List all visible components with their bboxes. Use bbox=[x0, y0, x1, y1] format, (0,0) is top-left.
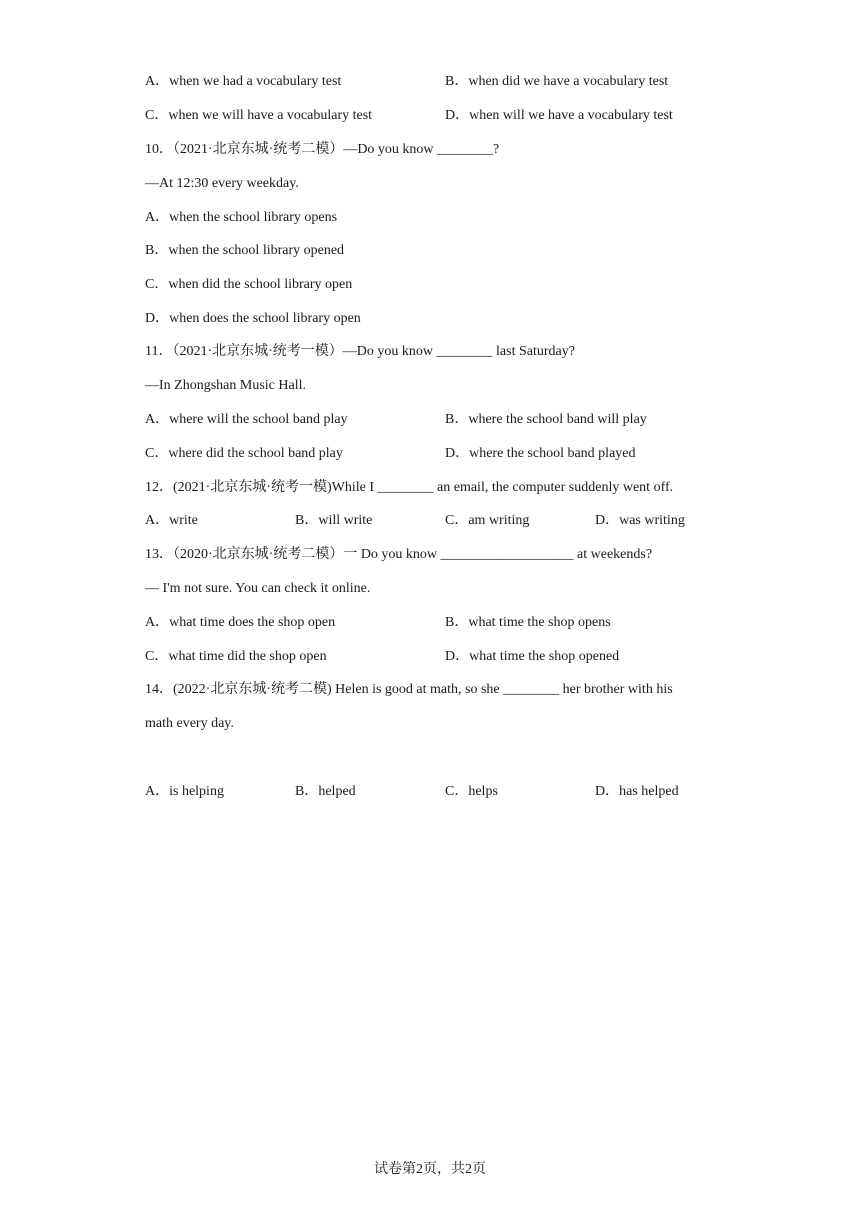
q10-answer-line: —At 12:30 every weekday. bbox=[145, 176, 299, 191]
q9-option-c: C．when we will have a vocabulary test bbox=[145, 108, 373, 123]
q11-option-d: D．where the school band played bbox=[445, 446, 636, 461]
q13-option-d: D．what time the shop opened bbox=[445, 649, 620, 664]
q10-option-d: D．when does the school library open bbox=[145, 311, 361, 326]
q14-option-a: A．is helping bbox=[145, 784, 224, 799]
q12-option-b: B．will write bbox=[295, 513, 373, 528]
q11-option-b: B．where the school band will play bbox=[445, 412, 647, 427]
q14-stem-line2: math every day. bbox=[145, 716, 234, 731]
q13-option-c: C．what time did the shop open bbox=[145, 649, 327, 664]
q13-answer-line: — I'm not sure. You can check it online. bbox=[145, 581, 371, 596]
q9-option-d: D．when will we have a vocabulary test bbox=[445, 108, 673, 123]
q10-stem: 10．（2021·北京东城·统考二模）—Do you know ________? bbox=[145, 142, 500, 157]
q10-option-b: B．when the school library opened bbox=[145, 243, 345, 258]
q9-option-a: A．when we had a vocabulary test bbox=[145, 74, 342, 89]
q11-option-c: C．where did the school band play bbox=[145, 446, 343, 461]
q9-option-b: B．when did we have a vocabulary test bbox=[445, 74, 669, 89]
q11-answer-line: —In Zhongshan Music Hall. bbox=[145, 378, 306, 393]
q11-stem: 11．（2021·北京东城·统考一模）—Do you know ________ last Saturday? bbox=[145, 344, 575, 359]
q12-option-a: A．write bbox=[145, 513, 198, 528]
q14-option-c: C．helps bbox=[445, 784, 498, 799]
q14-option-d: D．has helped bbox=[595, 784, 679, 799]
q12-stem: 12．(2021·北京东城·统考一模)While I ________ an email, the computer suddenly went off. bbox=[145, 480, 674, 495]
q14-option-b: B．helped bbox=[295, 784, 356, 799]
q11-option-a: A．where will the school band play bbox=[145, 412, 348, 427]
q10-option-c: C．when did the school library open bbox=[145, 277, 353, 292]
q10-option-a: A．when the school library opens bbox=[145, 210, 338, 225]
q13-option-a: A．what time does the shop open bbox=[145, 615, 336, 630]
page-footer: 试卷第2页，共2页 bbox=[374, 1162, 486, 1177]
q13-option-b: B．what time the shop opens bbox=[445, 615, 611, 630]
q14-stem-line1: 14．(2022·北京东城·统考二模) Helen is good at math, so she ________ her brother with his bbox=[145, 682, 673, 697]
q12-option-c: C．am writing bbox=[445, 513, 530, 528]
q13-stem: 13．（2020·北京东城·统考二模）一 Do you know ___________________ at weekends? bbox=[145, 547, 653, 562]
q12-option-d: D．was writing bbox=[595, 513, 685, 528]
